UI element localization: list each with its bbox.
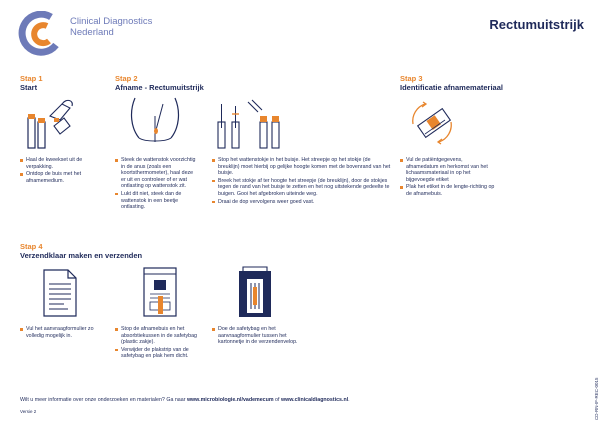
- step-2-title: Afname - Rectumuitstrijk: [115, 83, 204, 92]
- step-3-label: Stap 3: [400, 74, 423, 83]
- safety-bag-icon: [140, 266, 180, 318]
- list-item: Doe de safetybag en het aanvraagformulier tussen het kartonnetje in de verzendenvelop.: [212, 326, 307, 346]
- step-1-header: [20, 74, 43, 92]
- step-4-header: [20, 242, 142, 260]
- label-tube-icon: [405, 96, 460, 151]
- step-4-instructions-b: [115, 326, 200, 361]
- break-swab-icon: [212, 98, 287, 150]
- step-3-title: Identificatie afnamemateriaal: [400, 83, 503, 92]
- step-2-instructions-a: [115, 157, 197, 212]
- footer-mid: of: [273, 397, 281, 403]
- document-code: CD-RN-IF-REC-0015: [594, 377, 599, 420]
- clinicaldiagnostics-link[interactable]: www.clinicaldiagnostics.nl: [280, 397, 349, 403]
- page-title: Rectumuitstrijk: [489, 17, 584, 32]
- rectal-swab-icon: [125, 94, 185, 150]
- step-3-header: [400, 74, 503, 92]
- list-item: Stop het wattenstokje in het buisje. Het streepje op het stokje (de breuklijn) moet hierbij op gelijke hoogte komen met de bovenrand van het buisje.: [212, 157, 392, 177]
- step-4-title: Verzendklaar maken en verzenden: [20, 251, 143, 260]
- step-2-label: Stap 2: [115, 74, 138, 83]
- step-1-instructions: [20, 157, 98, 185]
- list-item: Plak het etiket in de lengte-richting op de afnamebuis.: [400, 184, 495, 197]
- list-item: Breek het stokje af ter hoogte het streepje (de breuklijn), door de stokjes tegen de rand van het buisje te zetten en het nog uitstekende gedeelte te buigen. Gooi het afgebroken uiteinde weg.: [212, 178, 392, 198]
- step-1-label: Stap 1: [20, 74, 43, 83]
- step-1-title: Start: [20, 83, 38, 92]
- list-item: Lukt dit niet, steek dan de wattenstok in een beetje ontlasting.: [115, 191, 197, 211]
- logo-text: [70, 16, 152, 38]
- step-3-instructions: [400, 157, 495, 199]
- vademecum-link[interactable]: www.microbiologie.nl/vademecum: [186, 397, 274, 403]
- list-item: Vul het aanvraagformulier zo volledig mogelijk in.: [20, 326, 102, 339]
- step-4-instructions-a: [20, 326, 102, 340]
- step-4-label: Stap 4: [20, 242, 43, 251]
- footer-prefix: Wilt u meer informatie over onze onderzoeken en materialen? Ga naar: [20, 397, 187, 403]
- step-2-header: [115, 74, 204, 92]
- list-item: Draai de dop vervolgens weer goed vast.: [212, 199, 392, 206]
- step-4-instructions-c: [212, 326, 307, 347]
- footer-info: [20, 397, 350, 403]
- logo-line2: Nederland: [70, 27, 114, 38]
- logo-line1: Clinical Diagnostics: [70, 16, 153, 27]
- version-label: Versie 2: [20, 409, 37, 414]
- swab-kit-icon: [20, 96, 80, 151]
- logo-mark-icon: [18, 11, 64, 57]
- list-item: Haal de kweekset uit de verpakking.: [20, 157, 98, 170]
- list-item: Ontdop de buis met het afnamemedium.: [20, 171, 98, 184]
- request-form-icon: [40, 268, 80, 318]
- list-item: Vul de patiëntgegevens, afnamedatum en herkomst van het lichaamsmateriaal in op het bijgevoegde etiket: [400, 157, 495, 183]
- list-item: Steek de wattenstok voorzichtig in de anus (zoals een koortsthermometer), haal deze er uit en controleer of er wat ontlasting op wattenstok zit.: [115, 157, 197, 190]
- footer-suffix: .: [348, 397, 350, 403]
- list-item: Stop de afnamebuis en het absorbtiekussen in de safetybag (plastic zakje).: [115, 326, 200, 346]
- list-item: Verwijder de plakstrip van de safetybag en plak hem dicht.: [115, 347, 200, 360]
- step-2-instructions-b: [212, 157, 392, 206]
- envelope-icon: [235, 265, 275, 320]
